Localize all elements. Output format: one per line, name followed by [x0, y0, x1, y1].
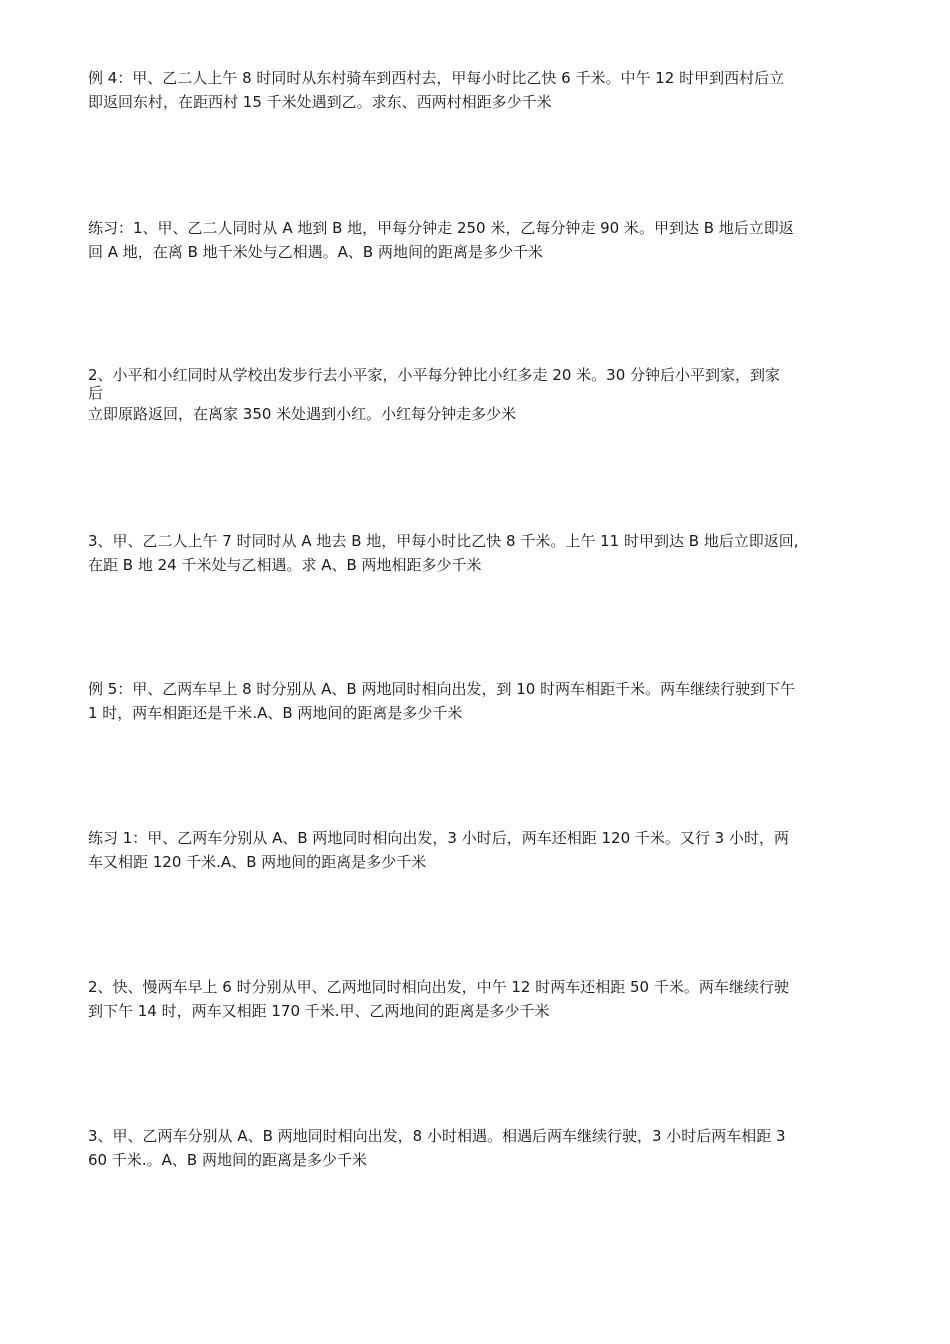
- practice-5-3-problem: [88, 1124, 878, 1172]
- example-5-problem: [88, 677, 878, 725]
- text-line: 1 时，两车相距还是千米.A、B 两地间的距离是多少千米: [88, 704, 463, 722]
- text-line: 2、快、慢两车早上 6 时分别从甲、乙两地同时相向出发，中午 12 时两车还相距 50 千米。两车继续行驶: [88, 978, 789, 996]
- text-line: 即返回东村，在距西村 15 千米处遇到乙。求东、西两村相距多少千米: [88, 93, 552, 111]
- practice-1-problem: [88, 216, 878, 264]
- practice-5-2-problem: [88, 975, 878, 1023]
- text-line: 车又相距 120 千米.A、B 两地间的距离是多少千米: [88, 853, 427, 871]
- practice-2-problem: [88, 366, 878, 426]
- text-line: 3、甲、乙二人上午 7 时同时从 A 地去 B 地，甲每小时比乙快 8 千米。上午 11 时甲到达 B 地后立即返回,: [88, 532, 799, 550]
- practice-5-1-problem: [88, 826, 878, 874]
- example-4-problem: [88, 66, 878, 114]
- text-line: 例 4：甲、乙二人上午 8 时同时从东村骑车到西村去，甲每小时比乙快 6 千米。中午 12 时甲到西村后立: [88, 69, 785, 87]
- text-line: 练习 1：甲、乙两车分别从 A、B 两地同时相向出发，3 小时后，两车还相距 120 千米。又行 3 小时，两: [88, 829, 789, 847]
- text-line: 后: [88, 384, 104, 402]
- practice-3-problem: [88, 529, 878, 577]
- text-line: 60 千米.。A、B 两地间的距离是多少千米: [88, 1151, 367, 1169]
- text-line: 到下午 14 时，两车又相距 170 千米.甲、乙两地间的距离是多少千米: [88, 1002, 550, 1020]
- text-line: 练习：1、甲、乙二人同时从 A 地到 B 地，甲每分钟走 250 米，乙每分钟走 90 米。甲到达 B 地后立即返: [88, 219, 794, 237]
- text-line: 2、小平和小红同时从学校出发步行去小平家，小平每分钟比小红多走 20 米。30 分钟后小平到家，到家: [88, 366, 781, 384]
- text-line: 例 5：甲、乙两车早上 8 时分别从 A、B 两地同时相向出发，到 10 时两车相距千米。两车继续行驶到下午: [88, 680, 796, 698]
- text-line: 在距 B 地 24 千米处与乙相遇。求 A、B 两地相距多少千米: [88, 556, 482, 574]
- text-line: 立即原路返回，在离家 350 米处遇到小红。小红每分钟走多少米: [88, 405, 517, 423]
- text-line: 回 A 地，在离 B 地千米处与乙相遇。A、B 两地间的距离是多少千米: [88, 243, 543, 261]
- text-line: 3、甲、乙两车分别从 A、B 两地同时相向出发，8 小时相遇。相遇后两车继续行驶，3 小时后两车相距 3: [88, 1127, 786, 1145]
